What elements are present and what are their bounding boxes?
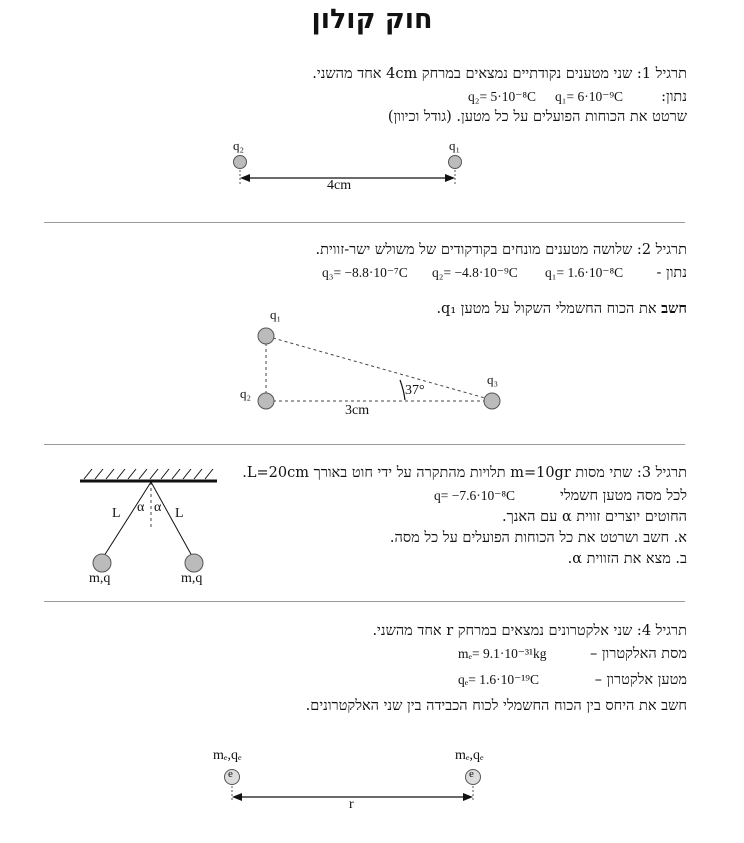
ex2-label-q2: q₂ [240,386,252,401]
ex1-task: שרטט את הכוחות הפועלים על כל מטען. (גודל וכיוון) [387,109,687,125]
ex1-q1-value: q₁= 6·10⁻⁹C [555,89,624,104]
ex2-q1-value: q₁= 1.6·10⁻⁸C [545,265,624,280]
ex3-label-L-right: L [175,506,184,521]
ex1-statement: תרגיל 1: שני מטענים נקודתיים נמצאים במרחק 4cm אחד מהשני. [312,66,687,82]
ex4-distance-label: r [349,797,354,812]
ex4-charge-label: מטען אלקטרון – [594,672,687,688]
ex4-mass-label: מסת האלקטרון – [589,646,687,662]
ex4-charge-value: qₑ= 1.6·10⁻¹⁹C [458,672,539,687]
ex1-given-label: נתון: [661,89,687,105]
ex4-mass-value: mₑ= 9.1·10⁻³¹kg [458,646,547,661]
ex3-label-alpha-left: α [137,500,145,515]
ex3-task-a: א. חשב ושרטט את כל הכוחות הפועלים על כל מסה. [389,530,687,546]
page-title: חוק קולון [311,4,433,35]
ex3-charge-text: לכל מסה מטען חשמלי [560,488,687,504]
ex3-angle-text: החוטים יוצרים זווית α עם האנך. [501,509,687,525]
ex2-angle-label: 37° [405,383,425,398]
ex3-q-value: q= −7.6·10⁻⁸C [434,488,516,503]
ex2-given-label: נתון - [656,265,687,281]
ex3-label-alpha-right: α [154,500,162,515]
ex4-statement: תרגיל 4: שני אלקטרונים נמצאים במרחק r אחד מהשני. [372,623,687,639]
ex2-side-label: 3cm [345,403,370,418]
ex4-task: חשב את היחס בין הכוח החשמלי לכוח הכבידה בין שני האלקטרונים. [305,698,687,714]
ex3-task-b: ב. מצא את הזווית α. [567,551,687,567]
ex2-label-q1: q₁ [270,307,282,322]
ex1-label-q1: q₁ [449,138,461,153]
ex1-label-q2: q₂ [233,138,245,153]
ex3-label-L-left: L [112,506,121,521]
ex3-label-mass-right: m,q [181,571,203,586]
ex4-electron-symbol-right: e [469,768,474,780]
ex2-task-rest: את הכוח החשמלי השקול על מטען q₁. [436,301,662,317]
ex2-task-bold: חשב [661,300,687,317]
ex2-q2-value: q₂= −4.8·10⁻⁹C [432,265,518,280]
ex1-q2-value: q₂= 5·10⁻⁸C [468,89,537,104]
ex2-label-q3: q₃ [487,372,499,387]
ex1-distance-label: 4cm [327,178,352,193]
ex2-q3-value: q₃= −8.8·10⁻⁷C [322,265,408,280]
ex3-label-mass-left: m,q [89,571,111,586]
ex2-statement: תרגיל 2: שלושה מטענים מונחים בקודקודים של משולש ישר-זווית. [315,242,687,258]
ex3-statement: תרגיל 3: שתי מסות m=10gr תלויות מהתקרה על ידי חוט באורך L=20cm. [242,465,687,481]
ex4-electron-symbol-left: e [228,768,233,780]
ex4-label-left: mₑ,qₑ [213,748,242,763]
ex4-label-right: mₑ,qₑ [455,748,484,763]
